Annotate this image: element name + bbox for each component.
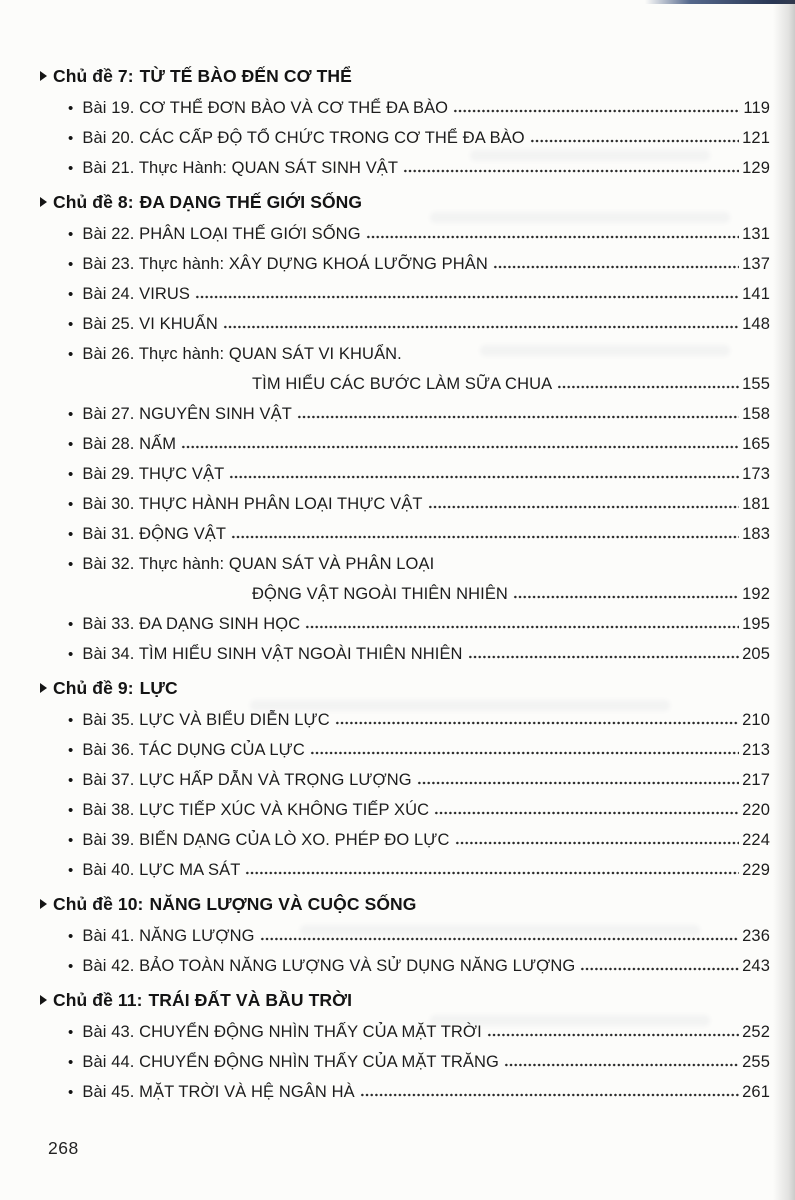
toc-item-title: Bài 41. NĂNG LƯỢNG bbox=[82, 927, 255, 945]
toc-item-title: Bài 37. LỰC HẤP DẪN VÀ TRỌNG LƯỢNG bbox=[82, 771, 412, 789]
toc-item-title: Bài 21. Thực Hành: QUAN SÁT SINH VẬT bbox=[82, 159, 399, 177]
toc-item bbox=[40, 795, 770, 825]
dotted-leader bbox=[493, 264, 739, 269]
chapter-title: ĐA DẠNG THẾ GIỚI SỐNG bbox=[139, 192, 363, 212]
toc-item-title: Bài 36. TÁC DỤNG CỦA LỰC bbox=[82, 741, 305, 759]
toc-item bbox=[40, 1077, 770, 1107]
dotted-leader bbox=[530, 138, 739, 143]
dot-bullet-icon: • bbox=[68, 832, 74, 849]
dotted-leader bbox=[260, 936, 740, 941]
chapter-title: LỰC bbox=[139, 678, 178, 698]
toc-item-title: Bài 29. THỰC VẬT bbox=[82, 465, 225, 483]
dotted-leader bbox=[181, 444, 739, 449]
dotted-leader bbox=[453, 108, 740, 113]
toc-item bbox=[40, 279, 770, 309]
toc-item-title: Bài 34. TÌM HIỂU SINH VẬT NGOÀI THIÊN NHIÊN bbox=[82, 645, 463, 663]
dotted-leader bbox=[335, 720, 739, 725]
toc-item bbox=[40, 705, 770, 735]
dotted-leader bbox=[434, 810, 739, 815]
toc-item-page: 210 bbox=[742, 711, 770, 729]
dotted-leader bbox=[428, 504, 740, 509]
toc-item-page: 129 bbox=[742, 159, 770, 177]
dot-bullet-icon: • bbox=[68, 1084, 74, 1101]
toc-item bbox=[40, 519, 770, 549]
dot-bullet-icon: • bbox=[68, 646, 74, 663]
chapter-heading bbox=[40, 185, 770, 219]
dotted-leader bbox=[231, 534, 739, 539]
toc-item-title: Bài 24. VIRUS bbox=[82, 285, 191, 303]
dot-bullet-icon: • bbox=[68, 160, 74, 177]
toc-item-page: 220 bbox=[742, 801, 770, 819]
triangle-bullet-icon bbox=[40, 197, 47, 207]
dot-bullet-icon: • bbox=[68, 406, 74, 423]
toc-item-page: 121 bbox=[742, 129, 770, 147]
toc-item-continuation bbox=[40, 369, 770, 399]
toc-item bbox=[40, 735, 770, 765]
toc-item-page: 158 bbox=[742, 405, 770, 423]
dotted-leader bbox=[487, 1032, 739, 1037]
dotted-leader bbox=[557, 384, 739, 389]
toc-item-title: Bài 35. LỰC VÀ BIỂU DIỄN LỰC bbox=[82, 711, 330, 729]
triangle-bullet-icon bbox=[40, 899, 47, 909]
toc-item bbox=[40, 339, 770, 369]
toc-item-title: Bài 23. Thực hành: XÂY DỰNG KHOÁ LƯỠNG PHÂN bbox=[82, 255, 488, 273]
dotted-leader bbox=[360, 1092, 739, 1097]
page-number: 268 bbox=[48, 1138, 79, 1158]
chapter-heading bbox=[40, 59, 770, 93]
toc-item-title: Bài 33. ĐA DẠNG SINH HỌC bbox=[82, 615, 301, 633]
toc-item-page: 236 bbox=[742, 927, 770, 945]
toc-item bbox=[40, 609, 770, 639]
dot-bullet-icon: • bbox=[68, 496, 74, 513]
toc-item-title: Bài 43. CHUYỂN ĐỘNG NHÌN THẤY CỦA MẶT TRỜI bbox=[82, 1023, 482, 1041]
toc-item bbox=[40, 855, 770, 885]
dot-bullet-icon: • bbox=[68, 130, 74, 147]
dot-bullet-icon: • bbox=[68, 556, 74, 573]
dotted-leader bbox=[297, 414, 739, 419]
toc-item-page: 261 bbox=[742, 1083, 770, 1101]
toc-item bbox=[40, 1047, 770, 1077]
dot-bullet-icon: • bbox=[68, 346, 74, 363]
dot-bullet-icon: • bbox=[68, 100, 74, 117]
dotted-leader bbox=[513, 594, 739, 599]
toc-item bbox=[40, 123, 770, 153]
toc-item-page: 155 bbox=[742, 375, 770, 393]
toc-item-page: 224 bbox=[742, 831, 770, 849]
toc-item bbox=[40, 459, 770, 489]
chapter-heading bbox=[40, 887, 770, 921]
chapter-label: Chủ đề 11: bbox=[53, 990, 143, 1010]
toc-item-title: Bài 31. ĐỘNG VẬT bbox=[82, 525, 227, 543]
toc-item-continuation bbox=[40, 579, 770, 609]
toc-item-title: Bài 38. LỰC TIẾP XÚC VÀ KHÔNG TIẾP XÚC bbox=[82, 801, 430, 819]
chapter-title: NĂNG LƯỢNG VÀ CUỘC SỐNG bbox=[149, 894, 417, 914]
dotted-leader bbox=[468, 654, 740, 659]
dotted-leader bbox=[229, 474, 739, 479]
dotted-leader bbox=[403, 168, 739, 173]
dot-bullet-icon: • bbox=[68, 1024, 74, 1041]
dot-bullet-icon: • bbox=[68, 742, 74, 759]
toc-item bbox=[40, 219, 770, 249]
toc-item-title: Bài 45. MẶT TRỜI VÀ HỆ NGÂN HÀ bbox=[82, 1083, 355, 1101]
dot-bullet-icon: • bbox=[68, 466, 74, 483]
toc-item-title-wrap: ĐỘNG VẬT NGOÀI THIÊN NHIÊN bbox=[252, 585, 508, 603]
chapter-heading bbox=[40, 983, 770, 1017]
toc-item-page: 205 bbox=[742, 645, 770, 663]
toc-item-page: 181 bbox=[742, 495, 770, 513]
toc-item-page: 243 bbox=[742, 957, 770, 975]
chapter-label: Chủ đề 7: bbox=[53, 66, 134, 86]
chapter-title: TỪ TẾ BÀO ĐẾN CƠ THỂ bbox=[139, 66, 352, 86]
dot-bullet-icon: • bbox=[68, 436, 74, 453]
dotted-leader bbox=[223, 324, 739, 329]
toc-item bbox=[40, 921, 770, 951]
dot-bullet-icon: • bbox=[68, 526, 74, 543]
triangle-bullet-icon bbox=[40, 995, 47, 1005]
toc-item-title: Bài 20. CÁC CẤP ĐỘ TỔ CHỨC TRONG CƠ THỂ ĐA BÀO bbox=[82, 129, 525, 147]
dot-bullet-icon: • bbox=[68, 772, 74, 789]
toc-item-page: 119 bbox=[743, 99, 770, 117]
toc-item bbox=[40, 765, 770, 795]
dot-bullet-icon: • bbox=[68, 862, 74, 879]
toc-item-title: Bài 32. Thực hành: QUAN SÁT VÀ PHÂN LOẠI bbox=[82, 555, 435, 573]
dotted-leader bbox=[455, 840, 740, 845]
dotted-leader bbox=[310, 750, 739, 755]
toc-item-page: 141 bbox=[742, 285, 770, 303]
toc-item-page: 255 bbox=[742, 1053, 770, 1071]
toc-item bbox=[40, 1017, 770, 1047]
toc-item-page: 229 bbox=[742, 861, 770, 879]
toc-item-title: Bài 42. BẢO TOÀN NĂNG LƯỢNG VÀ SỬ DỤNG NĂNG LƯỢNG bbox=[82, 957, 576, 975]
toc-item-title: Bài 30. THỰC HÀNH PHÂN LOẠI THỰC VẬT bbox=[82, 495, 423, 513]
triangle-bullet-icon bbox=[40, 683, 47, 693]
toc-item-page: 195 bbox=[742, 615, 770, 633]
chapter-label: Chủ đề 10: bbox=[53, 894, 144, 914]
toc-item-title: Bài 28. NẤM bbox=[82, 435, 177, 453]
toc-item-title: Bài 44. CHUYỂN ĐỘNG NHÌN THẤY CỦA MẶT TRĂNG bbox=[82, 1053, 499, 1071]
toc-item bbox=[40, 249, 770, 279]
dotted-leader bbox=[245, 870, 739, 875]
dot-bullet-icon: • bbox=[68, 286, 74, 303]
toc-item-page: 137 bbox=[742, 255, 770, 273]
toc-item bbox=[40, 951, 770, 981]
toc-item-page: 217 bbox=[742, 771, 770, 789]
dotted-leader bbox=[417, 780, 739, 785]
toc-item-page: 252 bbox=[742, 1023, 770, 1041]
dotted-leader bbox=[580, 966, 739, 971]
toc-item bbox=[40, 825, 770, 855]
chapter-title: TRÁI ĐẤT VÀ BẦU TRỜI bbox=[148, 990, 353, 1010]
toc-item-title: Bài 40. LỰC MA SÁT bbox=[82, 861, 241, 879]
dot-bullet-icon: • bbox=[68, 256, 74, 273]
toc-item-page: 148 bbox=[742, 315, 770, 333]
toc-item bbox=[40, 399, 770, 429]
chapter-label: Chủ đề 9: bbox=[53, 678, 134, 698]
toc-item-title: Bài 25. VI KHUẨN bbox=[82, 315, 218, 333]
toc-item-page: 173 bbox=[742, 465, 770, 483]
toc-item-title: Bài 22. PHÂN LOẠI THẾ GIỚI SỐNG bbox=[82, 225, 361, 243]
toc-item-title: Bài 39. BIẾN DẠNG CỦA LÒ XO. PHÉP ĐO LỰC bbox=[82, 831, 450, 849]
scan-corner-artifact bbox=[645, 0, 795, 4]
dot-bullet-icon: • bbox=[68, 616, 74, 633]
toc-item bbox=[40, 93, 770, 123]
toc-item-title: Bài 27. NGUYÊN SINH VẬT bbox=[82, 405, 292, 423]
toc-item-page: 131 bbox=[742, 225, 770, 243]
dot-bullet-icon: • bbox=[68, 1054, 74, 1071]
dot-bullet-icon: • bbox=[68, 712, 74, 729]
table-of-contents bbox=[0, 57, 795, 1107]
dot-bullet-icon: • bbox=[68, 802, 74, 819]
dot-bullet-icon: • bbox=[68, 226, 74, 243]
dotted-leader bbox=[305, 624, 739, 629]
toc-item-page: 192 bbox=[742, 585, 770, 603]
toc-item-page: 183 bbox=[742, 525, 770, 543]
dotted-leader bbox=[195, 294, 739, 299]
dotted-leader bbox=[504, 1062, 739, 1067]
toc-item bbox=[40, 153, 770, 183]
toc-item bbox=[40, 429, 770, 459]
chapter-label: Chủ đề 8: bbox=[53, 192, 134, 212]
toc-item-page: 213 bbox=[742, 741, 770, 759]
toc-item-title: Bài 19. CƠ THỂ ĐƠN BÀO VÀ CƠ THỂ ĐA BÀO bbox=[82, 99, 449, 117]
toc-item bbox=[40, 489, 770, 519]
toc-item-title-wrap: TÌM HIỂU CÁC BƯỚC LÀM SỮA CHUA bbox=[252, 375, 553, 393]
toc-item-page: 165 bbox=[742, 435, 770, 453]
dotted-leader bbox=[366, 234, 740, 239]
dot-bullet-icon: • bbox=[68, 928, 74, 945]
dot-bullet-icon: • bbox=[68, 958, 74, 975]
triangle-bullet-icon bbox=[40, 71, 47, 81]
toc-item bbox=[40, 639, 770, 669]
toc-item-title: Bài 26. Thực hành: QUAN SÁT VI KHUẨN. bbox=[82, 345, 402, 363]
toc-item bbox=[40, 309, 770, 339]
chapter-heading bbox=[40, 671, 770, 705]
toc-item bbox=[40, 549, 770, 579]
dot-bullet-icon: • bbox=[68, 316, 74, 333]
